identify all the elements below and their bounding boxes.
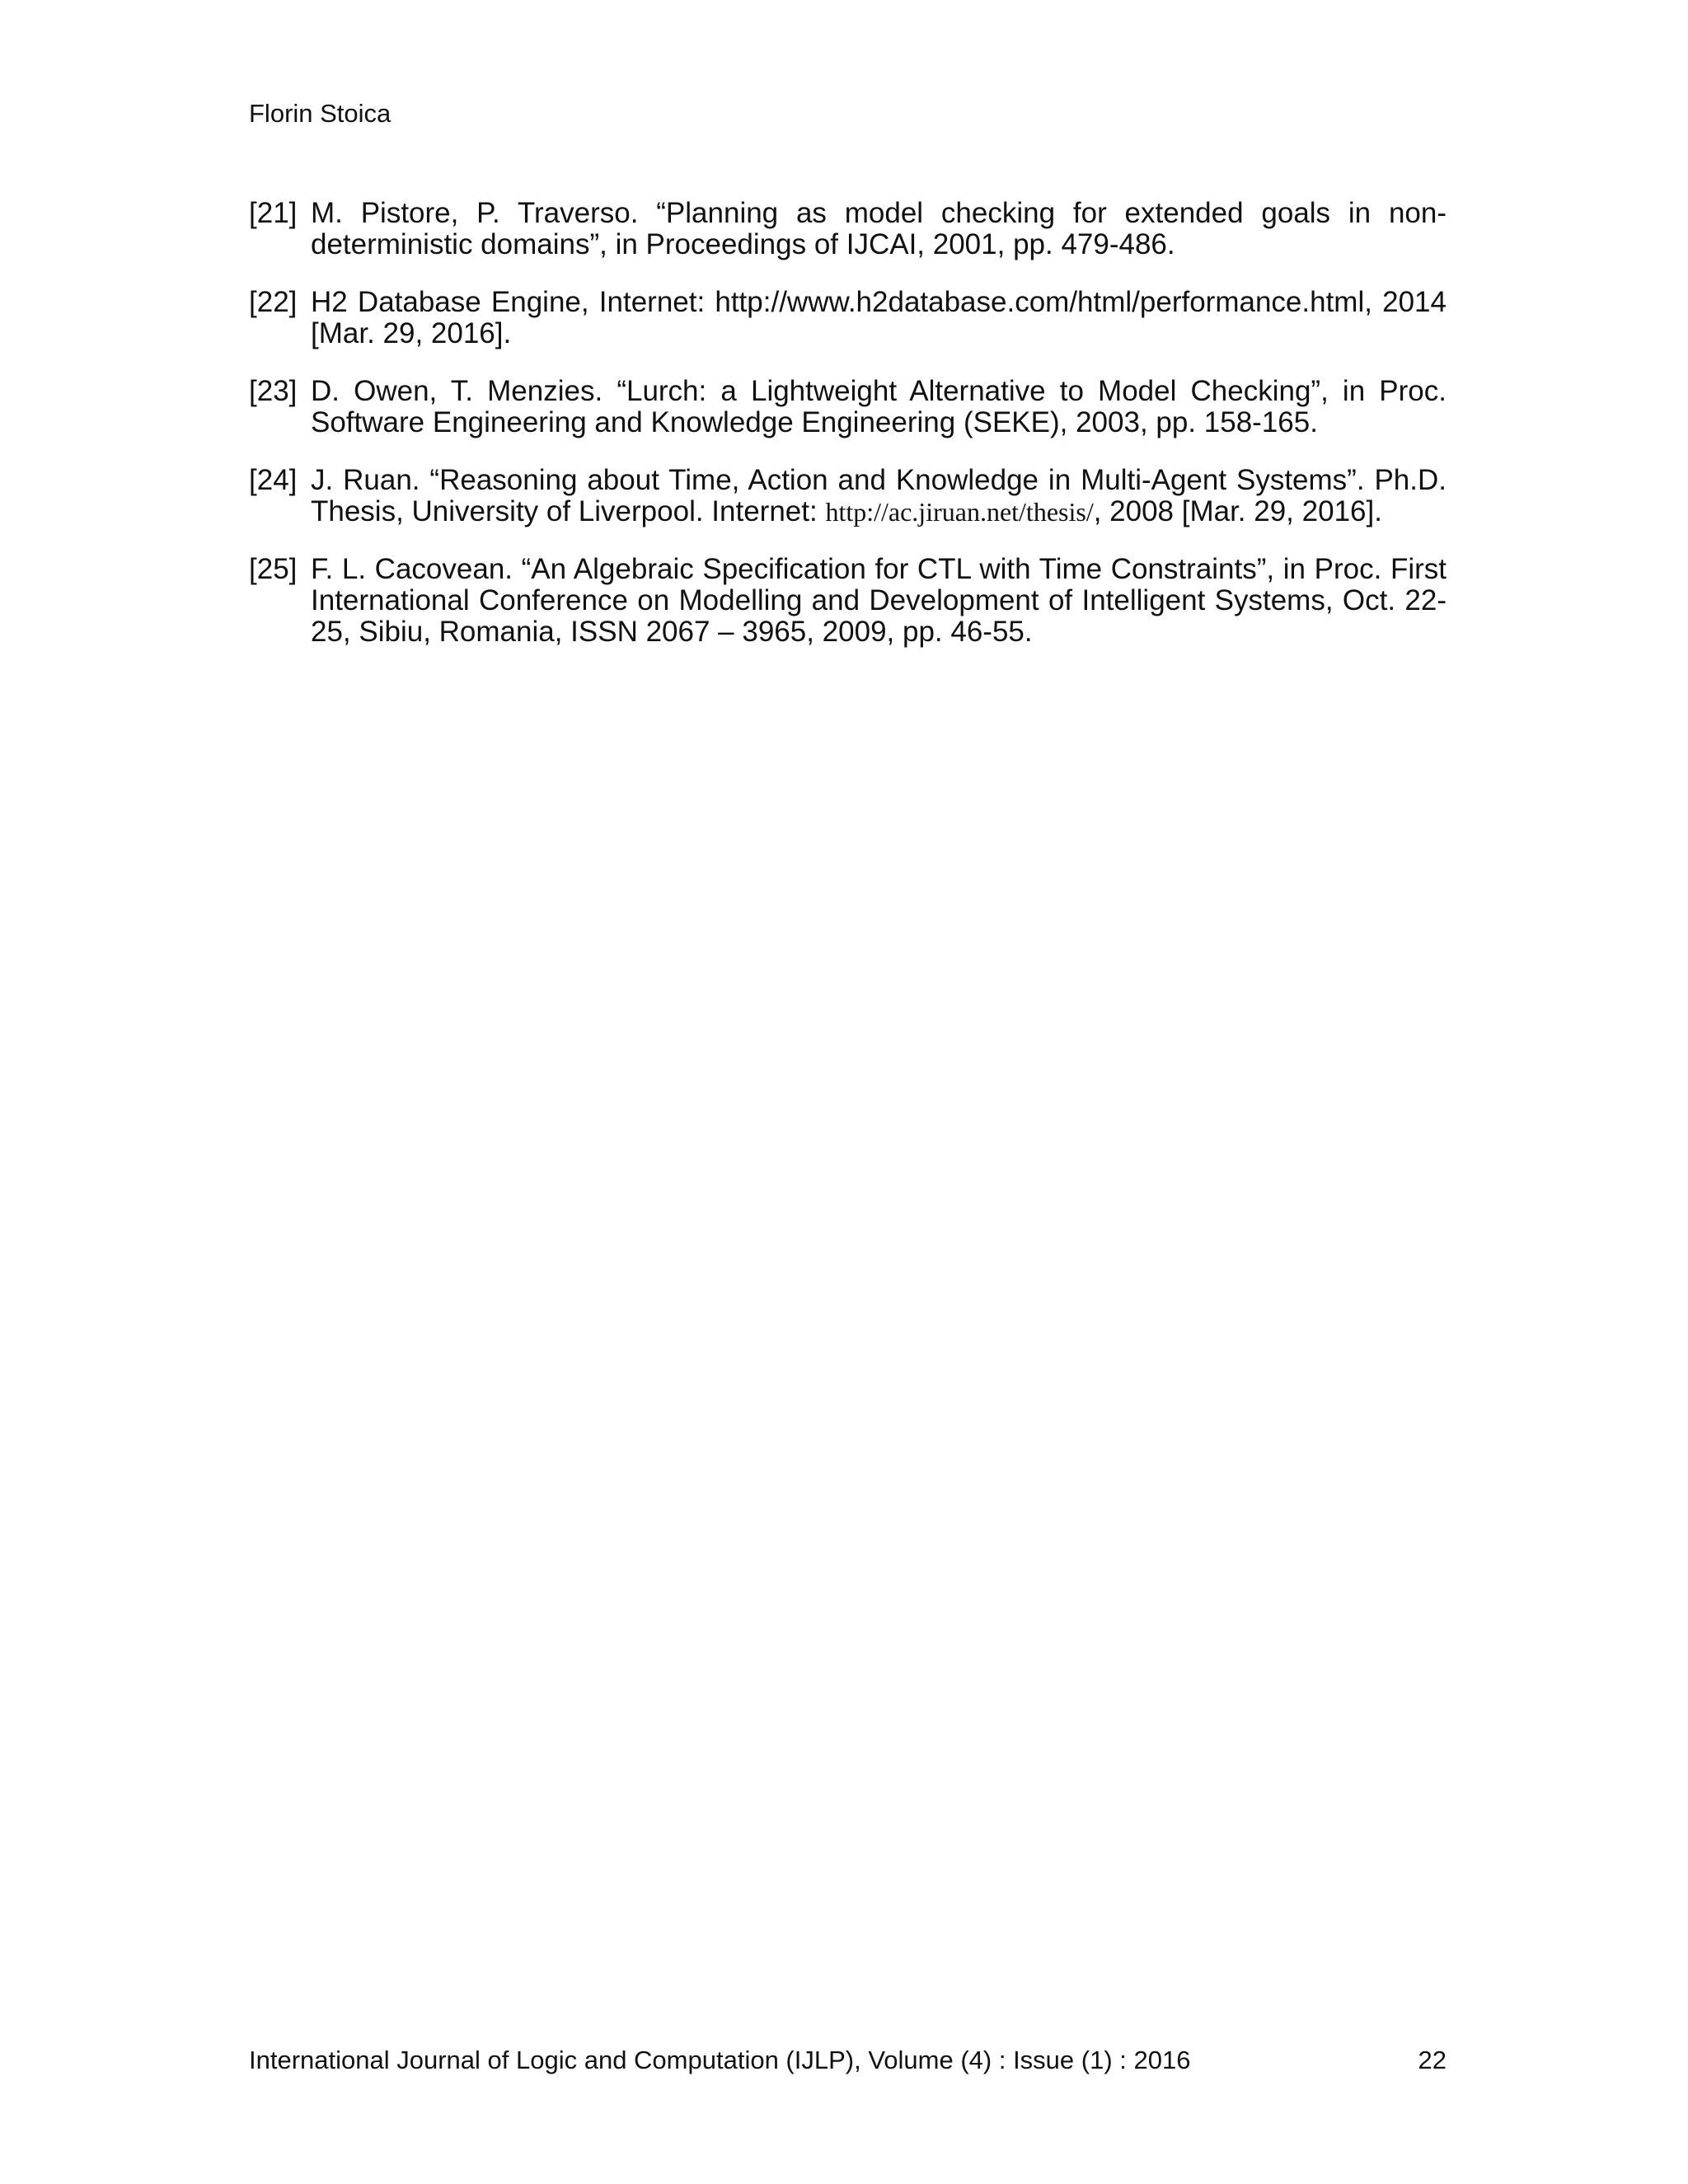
- reference-item-23: [249, 376, 1447, 438]
- reference-url-link[interactable]: http://ac.jiruan.net/thesis/: [825, 497, 1094, 527]
- reference-number: [25]: [249, 553, 298, 585]
- reference-number: [22]: [249, 286, 298, 318]
- footer-journal-citation: International Journal of Logic and Computation (IJLP), Volume (4) : Issue (1) : 2016: [249, 2046, 1191, 2074]
- reference-item-24: [249, 465, 1447, 527]
- reference-text-after-url: , 2008 [Mar. 29, 2016].: [1093, 495, 1382, 527]
- reference-list: [249, 198, 1447, 674]
- reference-text: F. L. Cacovean. “An Algebraic Specification for CTL with Time Constraints”, in Proc. First International Conference on Modelling and Development of Intelligent Systems, Oct. 22-25, Sibiu, Romania, ISSN 2067 – 3965, 2009, pp. 46-55.: [311, 553, 1447, 648]
- reference-number: [23]: [249, 375, 298, 407]
- reference-text: D. Owen, T. Menzies. “Lurch: a Lightweight Alternative to Model Checking”, in Proc. Software Engineering and Knowledge Engineering (SEKE), 2003, pp. 158-165.: [311, 375, 1447, 438]
- reference-item-21: [249, 198, 1447, 260]
- reference-text: M. Pistore, P. Traverso. “Planning as model checking for extended goals in non-deterministic domains”, in Proceedings of IJCAI, 2001, pp. 479-486.: [311, 197, 1447, 260]
- reference-number: [24]: [249, 464, 298, 496]
- running-head-author: Florin Stoica: [249, 99, 392, 128]
- reference-text: H2 Database Engine, Internet: http://www.h2database.com/html/performance.html, 2014 [Mar. 29, 2016].: [311, 286, 1447, 349]
- reference-item-25: [249, 554, 1447, 648]
- reference-item-22: [249, 287, 1447, 349]
- reference-number: [21]: [249, 197, 298, 229]
- reference-text-before-url: J. Ruan. “Reasoning about Time, Action and Knowledge in Multi-Agent Systems”. Ph.D. Thesis, University of Liverpool. Internet:: [311, 464, 1447, 527]
- page-footer: [249, 2044, 1447, 2077]
- footer-page-number: 22: [1418, 2046, 1447, 2074]
- reference-text: [311, 465, 1447, 527]
